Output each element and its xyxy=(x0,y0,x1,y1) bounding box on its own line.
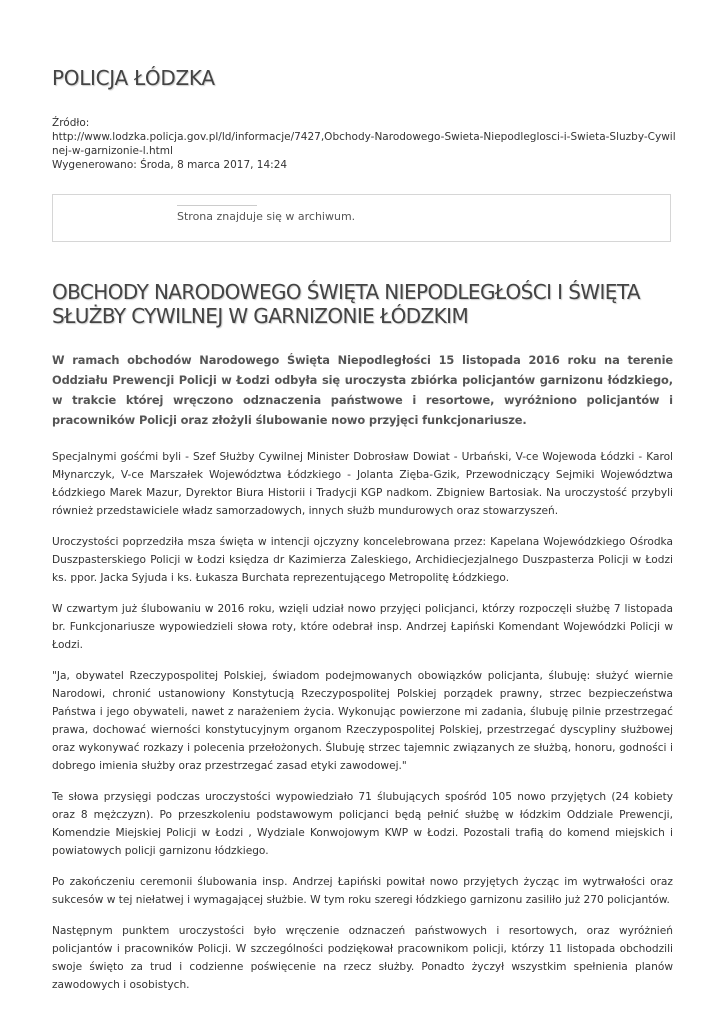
source-label: Źródło: xyxy=(52,117,90,129)
article-quote: "Ja, obywatel Rzeczypospolitej Polskiej, świadom podejmowanych obowiązków policjanta, ślubuję: służyć wiernie Narodowi, chronić ustanowiony Konstytucją Rzeczypospolitej Polskiej porządek prawny, strzec bezpieczeństwa Państwa i jego obywateli, nawet z narażeniem życia. Wykonując powierzone mi zadania, ślubuję pilnie przestrzegać prawa, dochować wierności konstytucyjnym organom Rzeczypospolitej Polskiej, przestrzegać dyscypliny służbowej oraz wykonywać rozkazy i polecenia przełożonych. Ślubuję strzec tajemnic związanych ze służbą, honoru, godności i dobrego imienia służby oraz przestrzegać zasad etyki zawodowej." xyxy=(52,670,673,772)
generated-timestamp: Wygenerowano: Środa, 8 marca 2017, 14:24 xyxy=(52,159,288,171)
article-paragraph: Po zakończeniu ceremonii ślubowania insp. Andrzej Łapiński powitał nowo przyjętych życząc im wytrwałości oraz sukcesów w tej niełatwej i wymagającej służbie. W tym roku szeregi łódzkiego garnizonu zasiliło już 270 policjantów. xyxy=(52,876,673,906)
article-title: OBCHODY NARODOWEGO ŚWIĘTA NIEPODLEGŁOŚCI I ŚWIĘTA SŁUŻBY CYWILNEJ W GARNIZONIE ŁÓDZKIM xyxy=(52,280,640,328)
archive-divider xyxy=(177,205,257,206)
article-paragraph: Specjalnymi gośćmi byli - Szef Służby Cywilnej Minister Dobrosław Dowiat - Urbański, V-ce Wojewoda Łódzki - Karol Młynarczyk, V-ce Marszałek Województwa Łódzkiego - Jolanta Zięba-Gzik, Przewodniczący Sejmiki Województwa Łódzkiego Marek Mazur, Dyrektor Biura Historii i Tradycji KGP nadkom. Zbigniew Bartosiak. Na uroczystość przybyli również przedstawiciele władz samorzadowych, innych służb mundurowych oraz stowarzyszeń. xyxy=(52,451,673,517)
article-body xyxy=(52,350,673,1007)
article-paragraph: Uroczystości poprzedziła msza święta w intencji ojczyzny koncelebrowana przez: Kapelana Wojewódzkiego Ośrodka Duszpasterskiego Policji w Łodzi księdza dr Kazimierza Zaleskiego, Archidiecjezjalnego Duszpasterza Policji w Łodzi ks. ppor. Jacka Syjuda i ks. Łukasza Burchata reprezentującego Metropolitę Łódzkiego. xyxy=(52,536,673,584)
site-title: POLICJA ŁÓDZKA xyxy=(52,66,215,90)
archive-note: Strona znajduje się w archiwum. xyxy=(177,210,356,223)
archive-notice xyxy=(52,194,671,242)
article-lead: W ramach obchodów Narodowego Święta Niepodległości 15 listopada 2016 roku na terenie Oddziału Prewencji Policji w Łodzi odbyła się uroczysta zbiórka policjantów garnizonu łódzkiego, w trakcie której wręczono odznaczenia państwowe i resortowe, wyróżniono policjantów i pracowników Policji oraz złożyli ślubowanie nowo przyjęci funkcjonariusze. xyxy=(52,353,673,427)
article-paragraph: W czwartym już ślubowaniu w 2016 roku, wzięli udział nowo przyjęci policjanci, którzy rozpoczęli służbę 7 listopada br. Funkcjonariusze wypowiedzieli słowa roty, które odebrał insp. Andrzej Łapiński Komendant Wojewódzki Policji w Łodzi. xyxy=(52,603,673,651)
article-paragraph: Następnym punktem uroczystości było wręczenie odznaczeń państwowych i resortowych, oraz wyróżnień policjantów i pracowników Policji. W szczególności podziękował pracownikom policji, którzy 11 listopada obchodzili swoje święto za trud i codzienne poświęcenie na rzecz służby. Ponadto życzył wszystkim spełnienia planów zawodowych i osobistych. xyxy=(52,925,673,991)
article-paragraph: Te słowa przysięgi podczas uroczystości wypowiedziało 71 ślubujących spośród 105 nowo przyjętych (24 kobiety oraz 8 mężczyzn). Po przeszkoleniu podstawowym policjanci będą pełnić służbę w łódzkim Oddziale Prewencji, Komendzie Miejskiej Policji w Łodzi , Wydziale Konwojowym KWP w Łodzi. Pozostali trafią do komend miejskich i powiatowych policji garnizonu łódzkiego. xyxy=(52,791,673,857)
source-url[interactable]: http://www.lodzka.policja.gov.pl/ld/informacje/7427,Obchody-Narodowego-Swieta-Niepodleglosci-i-Swieta-Sluzby-Cywilnej-w-garnizonie-l.html xyxy=(52,131,676,157)
document-meta xyxy=(52,116,677,172)
